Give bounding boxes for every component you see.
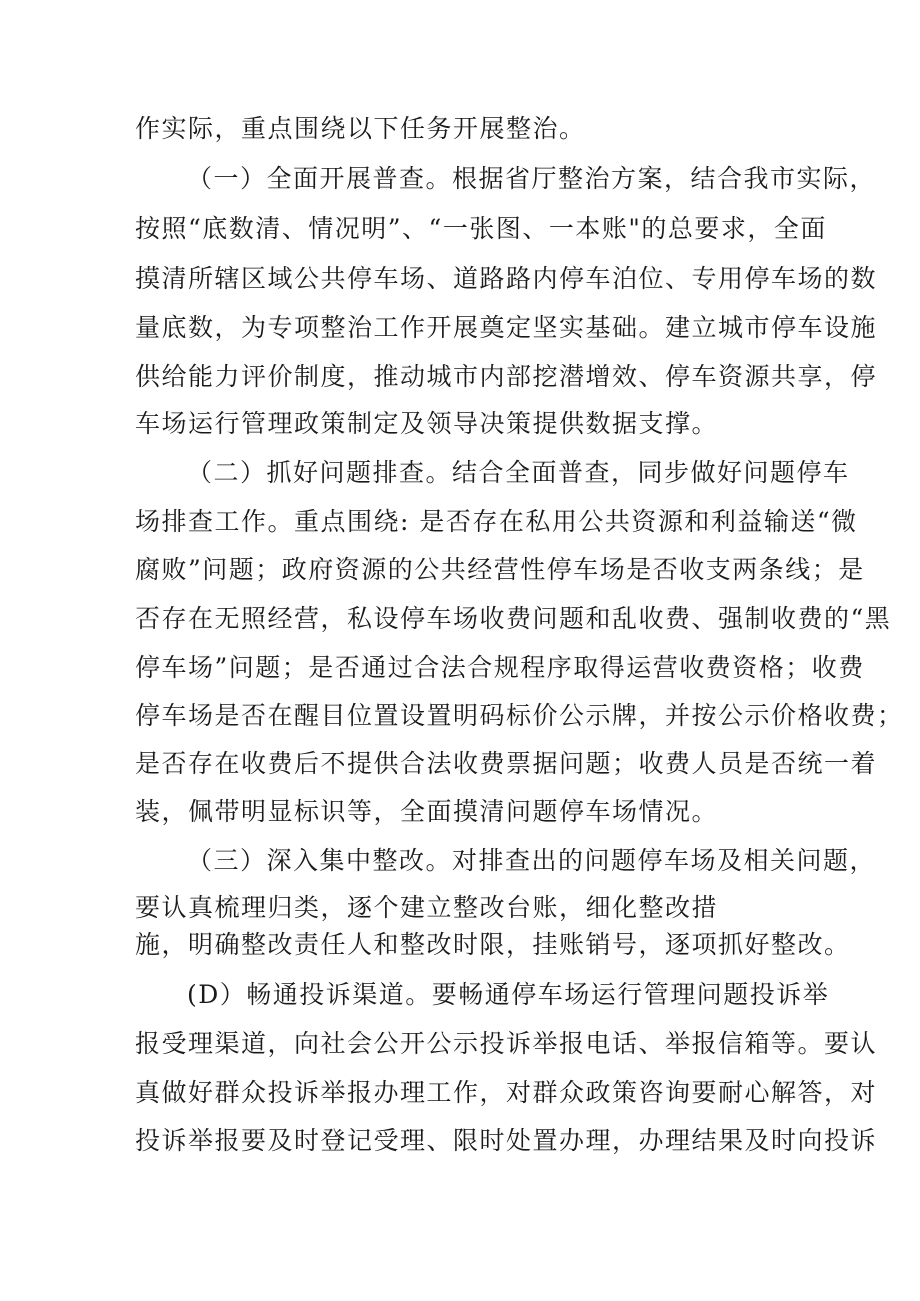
text-line: (D）畅通投诉渠道。要畅通停车场运行管理问题投诉举 [187, 980, 830, 1009]
text-line: 否存在无照经营，私设停车场收费问题和乱收费、强制收费的“黑 [135, 604, 892, 633]
text-line: 腐败”问题；政府资源的公共经营性停车场是否收支两条线；是 [135, 555, 865, 584]
text-line: 停车场是否在醒目位置设置明码标价公示牌，并按公示价格收费； [135, 701, 904, 730]
text-line: 按照“底数清、情况明”、“一张图、一本账"的总要求，全面 [135, 214, 827, 243]
text-line: 报受理渠道，向社会公开公示投诉举报电话、举报信箱等。要认 [135, 1029, 878, 1058]
text-line: 真做好群众投诉举报办理工作，对群众政策咨询要耐心解答，对 [135, 1078, 878, 1107]
text-line: 投诉举报要及时登记受理、限时处置办理，办理结果及时向投诉 [135, 1126, 878, 1155]
text-line: 车场运行管理政策制定及领导决策提供数据支撑。 [135, 409, 719, 438]
text-line: 量底数，为专项整治工作开展奠定坚实基础。建立城市停车设施 [135, 313, 878, 342]
text-line: 停车场”问题；是否通过合法合规程序取得运营收费资格；收费 [135, 653, 865, 682]
text-line: 摸清所辖区域公共停车场、道路路内停车泊位、专用停车场的数 [135, 264, 878, 293]
text-line: 是否存在收费后不提供合法收费票据问题；收费人员是否统一着 [135, 749, 878, 778]
text-line: 场排查工作。重点围绕: 是否存在私用公共资源和利益输送“微 [135, 507, 858, 536]
text-line: （二）抓好问题排查。结合全面普查，同步做好问题停车 [187, 458, 850, 487]
text-line: （一）全面开展普查。根据省厅整治方案，结合我市实际， [187, 164, 877, 193]
text-line: 要认真梳理归类，逐个建立整改台账，细化整改措 [135, 893, 719, 922]
text-line: 供给能力评价制度，推动城市内部挖潜增效、停车资源共享，停 [135, 362, 878, 391]
text-line: 装，佩带明显标识等，全面摸清问题停车场情况。 [135, 797, 719, 826]
text-line: 施，明确整改责任人和整改时限，挂账销号，逐项抓好整改。 [135, 930, 851, 959]
text-line: （三）深入集中整改。对排查出的问题停车场及相关问题， [187, 846, 877, 875]
text-line: 作实际，重点围绕以下任务开展整治。 [135, 114, 586, 143]
